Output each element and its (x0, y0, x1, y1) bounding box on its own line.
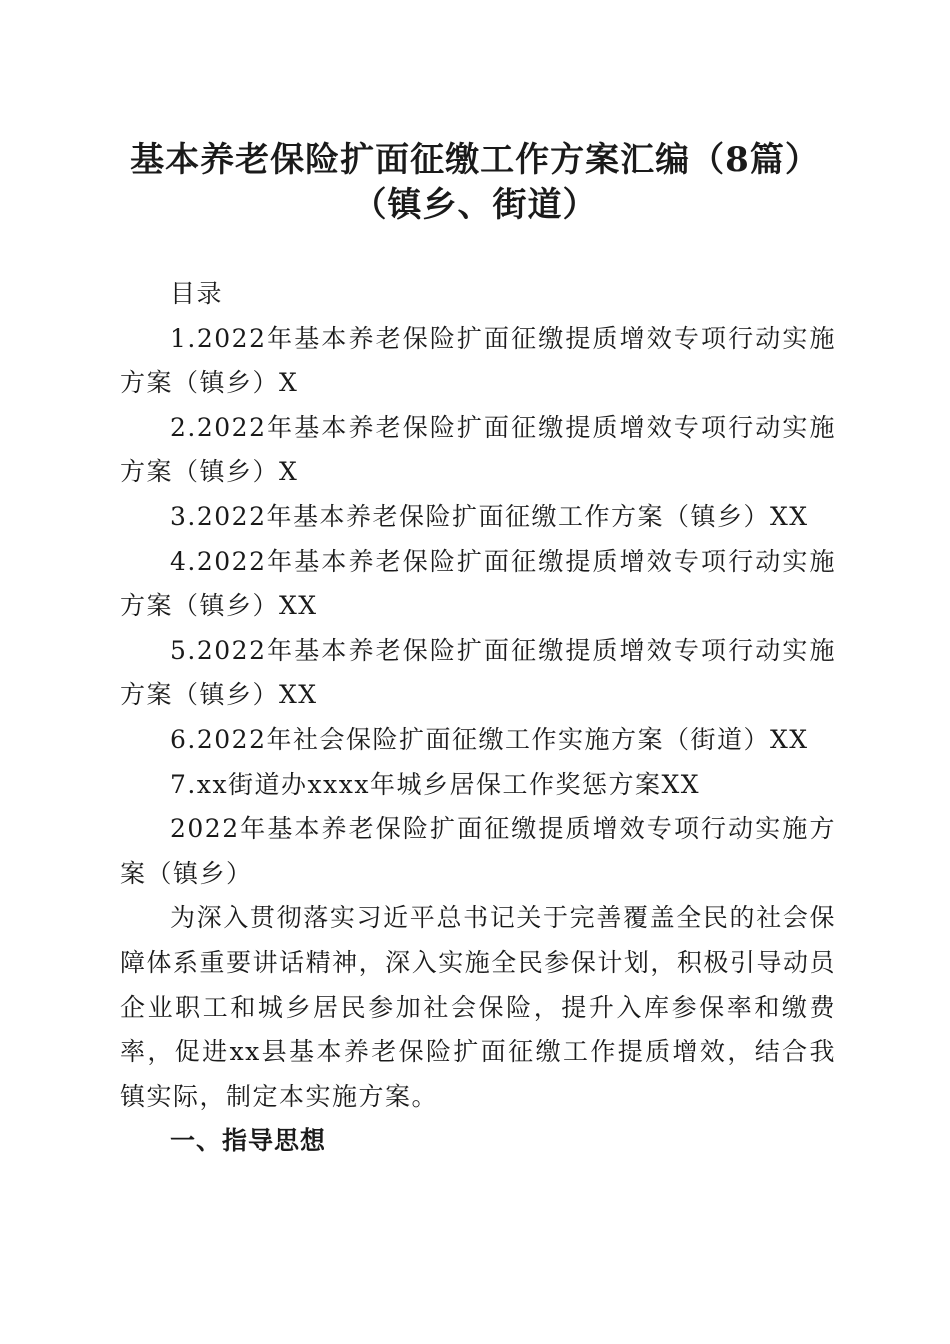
toc-item-5: 5.2022年基本养老保险扩面征缴提质增效专项行动实施方案（镇乡）XX (120, 635, 836, 710)
toc-item-6: 6.2022年社会保险扩面征缴工作实施方案（街道）XX (170, 724, 809, 754)
toc-item-1: 1.2022年基本养老保险扩面征缴提质增效专项行动实施方案（镇乡）X (120, 323, 836, 398)
document-title: 基本养老保险扩面征缴工作方案汇编（8篇） (130, 140, 820, 180)
document-subtitle: （镇乡、街道） (352, 185, 598, 225)
section-title: 2022年基本养老保险扩面征缴提质增效专项行动实施方案（镇乡） (120, 814, 836, 888)
section-heading-guiding-ideology: 一、指导思想 (170, 1126, 327, 1156)
toc-item-7: 7.xx街道办xxxx年城乡居保工作奖惩方案XX (170, 769, 701, 799)
intro-paragraph: 为深入贯彻落实习近平总书记关于完善覆盖全民的社会保障体系重要讲话精神，深入实施全民参保计划，积极引导动员企业职工和城乡居民参加社会保险，提升入库参保率和缴费率，促进xx县基本养老保险扩面征缴工作提质增效，结合我镇实际，制定本实施方案。 (120, 903, 836, 1111)
document-body (120, 272, 836, 1164)
toc-item-2: 2.2022年基本养老保险扩面征缴提质增效专项行动实施方案（镇乡）X (120, 412, 836, 487)
toc-item-3: 3.2022年基本养老保险扩面征缴工作方案（镇乡）XX (170, 501, 809, 531)
toc-heading: 目录 (170, 279, 224, 308)
toc-item-4: 4.2022年基本养老保险扩面征缴提质增效专项行动实施方案（镇乡）XX (120, 546, 836, 621)
